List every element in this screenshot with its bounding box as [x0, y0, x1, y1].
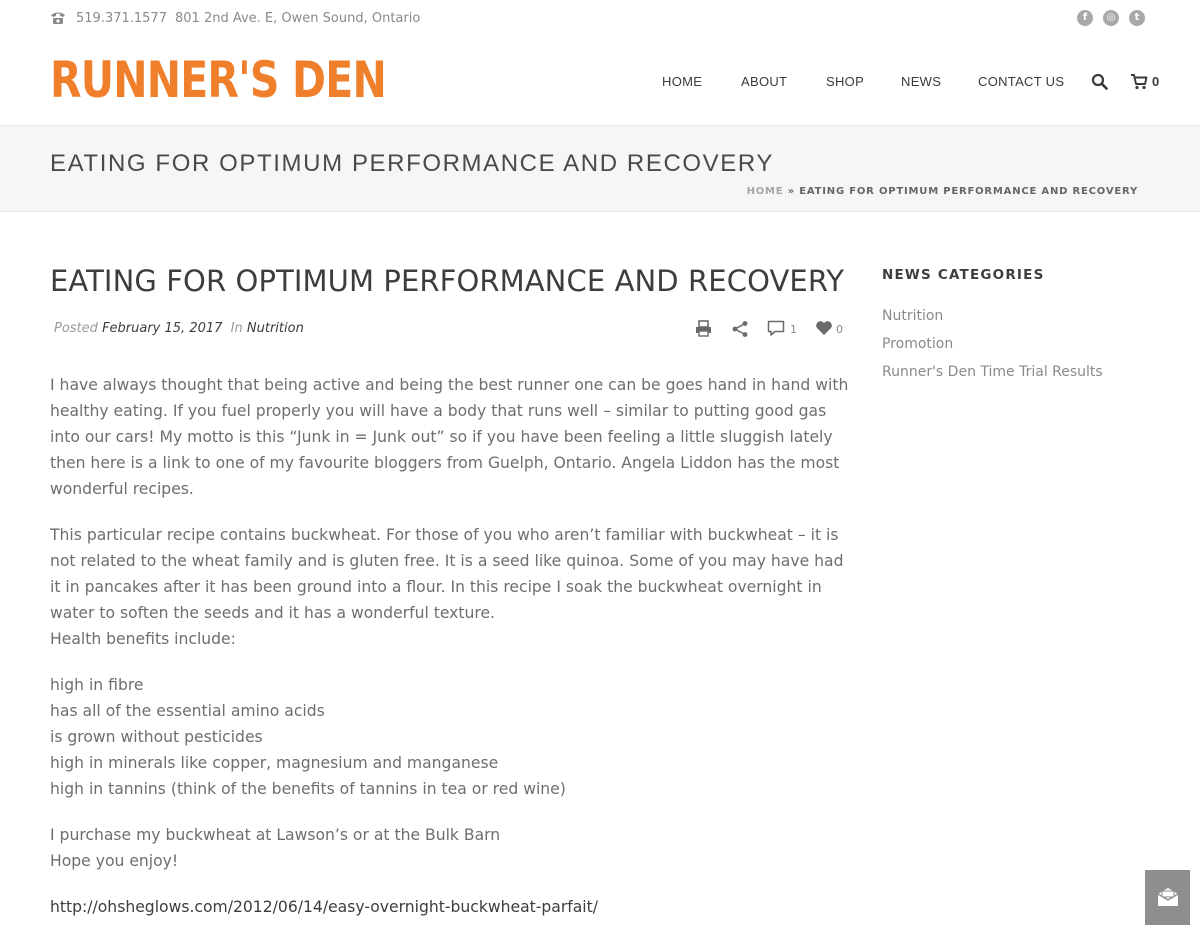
- breadcrumb-home[interactable]: HOME: [746, 186, 784, 197]
- benefit-item: high in minerals like copper, magnesium and manganese: [50, 754, 499, 772]
- heart-icon[interactable]: [815, 320, 833, 336]
- site-logo[interactable]: RUNNER'S DEN: [50, 51, 386, 109]
- sidebar-heading: NEWS CATEGORIES: [882, 267, 1045, 283]
- post-meta: [54, 321, 304, 336]
- phone-icon: [50, 11, 66, 25]
- benefits-intro: Health benefits include:: [50, 630, 236, 648]
- breadcrumb-separator: »: [783, 186, 800, 197]
- paragraph-intro: I have always thought that being active and being the best runner one can be goes hand in hand with healthy eating. If you fuel properly you will have a body that runs well – similar to putting good gas into our cars! My motto is this “Junk in = Junk out” so if you have been feeling a little sluggish lately then here is a link to one of my favourite bloggers from Guelph, Ontario. Angela Liddon has the most wonderful recipes.: [50, 376, 849, 498]
- search-icon[interactable]: [1091, 73, 1108, 90]
- comment-count: 1: [790, 323, 797, 336]
- post-date: February 15, 2017: [102, 321, 223, 336]
- share-icon[interactable]: [731, 320, 749, 338]
- top-bar: [0, 0, 1200, 38]
- cart-count[interactable]: 0: [1152, 74, 1160, 89]
- contact-float-button[interactable]: [1145, 870, 1190, 925]
- post-content: [50, 372, 850, 930]
- benefit-item: has all of the essential amino acids: [50, 702, 325, 720]
- nav-contact-us[interactable]: CONTACT US: [978, 74, 1065, 89]
- page-title: EATING FOR OPTIMUM PERFORMANCE AND RECOVERY: [50, 150, 774, 177]
- benefits-list: [50, 672, 850, 802]
- comment-icon[interactable]: [767, 320, 785, 337]
- closing-line: Hope you enjoy!: [50, 852, 179, 870]
- breadcrumb: [747, 186, 1138, 197]
- nav-shop[interactable]: SHOP: [826, 74, 865, 89]
- envelope-icon: [1157, 887, 1179, 907]
- like-count: 0: [836, 323, 843, 336]
- paragraph-buckwheat: [50, 522, 850, 652]
- post-title: EATING FOR OPTIMUM PERFORMANCE AND RECOVERY: [50, 264, 845, 298]
- in-label: In: [230, 321, 243, 336]
- page-title-band: [0, 125, 1200, 212]
- closing: [50, 822, 850, 874]
- posted-label: Posted: [54, 321, 98, 336]
- post-category-link[interactable]: Nutrition: [246, 321, 304, 336]
- benefit-item: high in tannins (think of the benefits of tannins in tea or red wine): [50, 780, 566, 798]
- print-icon[interactable]: [695, 320, 712, 337]
- sidebar-item-promotion[interactable]: Promotion: [882, 336, 954, 352]
- benefit-item: high in fibre: [50, 676, 144, 694]
- nav-home[interactable]: HOME: [662, 74, 703, 89]
- paragraph-buckwheat-text: This particular recipe contains buckwheat. For those of you who aren’t familiar with buckwheat – it is not related to the wheat family and is gluten free. It is a seed like quinoa. Some of you may have had it in pancakes after it has been ground into a flour. In this recipe I soak the buckwheat overnight in water to soften the seeds and it has a wonderful texture.: [50, 526, 844, 622]
- sidebar-item-nutrition[interactable]: Nutrition: [882, 308, 944, 324]
- instagram-icon[interactable]: ◎: [1103, 10, 1119, 26]
- nav-about[interactable]: ABOUT: [741, 74, 788, 89]
- recipe-link[interactable]: http://ohsheglows.com/2012/06/14/easy-overnight-buckwheat-parfait/: [50, 898, 598, 916]
- address: 801 2nd Ave. E, Owen Sound, Ontario: [175, 11, 421, 26]
- closing-line: I purchase my buckwheat at Lawson’s or at the Bulk Barn: [50, 826, 501, 844]
- twitter-icon[interactable]: t: [1129, 10, 1145, 26]
- breadcrumb-current: EATING FOR OPTIMUM PERFORMANCE AND RECOVERY: [799, 186, 1138, 197]
- cart-icon[interactable]: [1130, 73, 1148, 90]
- facebook-icon[interactable]: f: [1077, 10, 1093, 26]
- nav-news[interactable]: NEWS: [901, 74, 942, 89]
- sidebar-item-time-trial-results[interactable]: Runner's Den Time Trial Results: [882, 364, 1103, 380]
- phone-number[interactable]: 519.371.1577: [76, 11, 167, 26]
- benefit-item: is grown without pesticides: [50, 728, 263, 746]
